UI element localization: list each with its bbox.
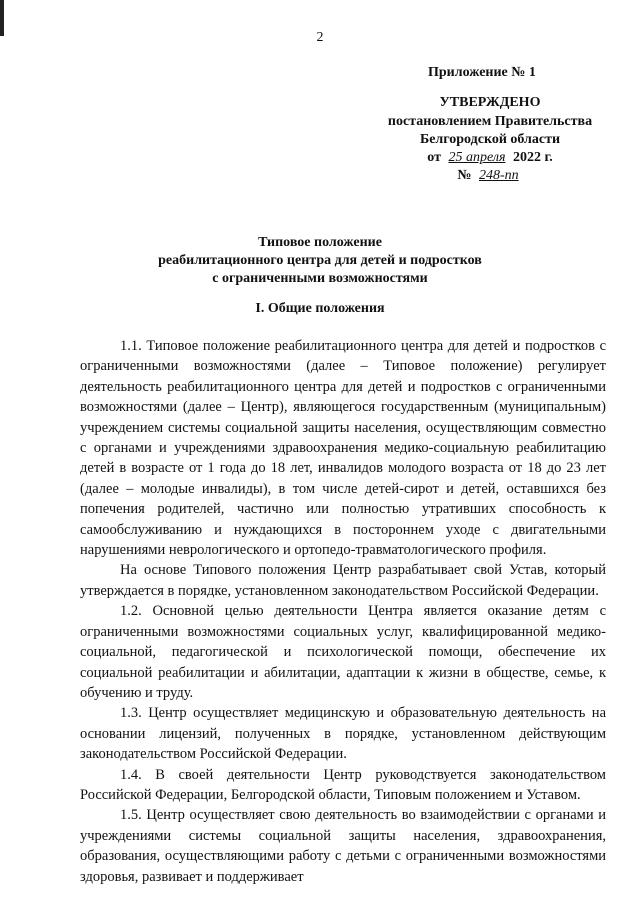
title-line-1: Типовое положение: [258, 235, 382, 250]
approved-label: УТВЕРЖДЕНО: [439, 95, 541, 110]
document-title: [90, 234, 550, 288]
body-text: [80, 336, 606, 887]
date-prefix: от: [427, 150, 441, 165]
title-line-2: реабилитационного центра для детей и подростков: [158, 253, 482, 268]
paragraph-1-2: 1.2. Основной целью деятельности Центра является оказание детям с ограниченными возможностями социальных услуг, квалифицированной медико-социальной, педагогической и психологической помощи, обеспечение их социальной реабилитации и абилитации, адаптации к жизни в обществе, семье, к обучению и труду.: [80, 603, 606, 701]
paragraph-1-4: 1.4. В своей деятельности Центр руководствуется законодательством Российской Федерации, Белгородской области, Типовым положением и Уставом.: [80, 766, 606, 803]
annex-label: Приложение № 1: [428, 65, 536, 80]
approval-line-1: постановлением Правительства: [387, 114, 593, 129]
approval-line-2: Белгородской области: [419, 132, 561, 147]
date-year: 2022 г.: [512, 150, 553, 165]
approval-stamp-block: [355, 64, 625, 185]
paragraph-1-3: 1.3. Центр осуществляет медицинскую и образовательную деятельность на основании лицензий, полученных в порядке, установленном действующим законодательством Российской Федерации.: [80, 705, 606, 763]
paragraph-1-1: 1.1. Типовое положение реабилитационного центра для детей и подростков с ограниченными возможностями (далее – Типовое положение) регулирует деятельность реабилитационного центра для детей и подростков с ограниченными возможностями (далее – Центр), являющегося государственным (муниципальным) учреждением системы социальной защиты населения, осуществляющим совместно с органами и учреждениями здравоохранения медико-социальную реабилитацию детей в возрасте от 1 года до 18 лет, инвалидов молодого возраста от 18 до 23 лет (далее – молодые инвалиды), в том числе детей-сирот и детей, оставшихся без попечения родителей, частично или полностью утративших способность к самообслуживанию и нуждающихся в постороннем уходе с двигательными нарушениями неврологического и ортопедо-травматологического профиля.: [80, 338, 606, 559]
section-heading: I. Общие положения: [255, 301, 385, 316]
title-line-3: с ограниченными возможностями: [212, 271, 428, 286]
paragraph-charter: На основе Типового положения Центр разрабатывает свой Устав, который утверждается в порядке, установленном законодательством Российской Федерации.: [80, 562, 606, 599]
page-number: 2: [316, 30, 324, 45]
paragraph-1-5: 1.5. Центр осуществляет свою деятельность во взаимодействии с органами и учреждениями системы социальной защиты населения, здравоохранения, образования, осуществляющими работу с детьми с ограниченными возможностями здоровья, развивает и поддерживает: [80, 807, 606, 885]
approval-date-line: [355, 149, 625, 167]
date-value: 25 апреля: [448, 150, 506, 165]
approval-number-line: [355, 167, 625, 185]
number-prefix: №: [457, 168, 472, 183]
number-value: 248-пп: [478, 168, 519, 183]
